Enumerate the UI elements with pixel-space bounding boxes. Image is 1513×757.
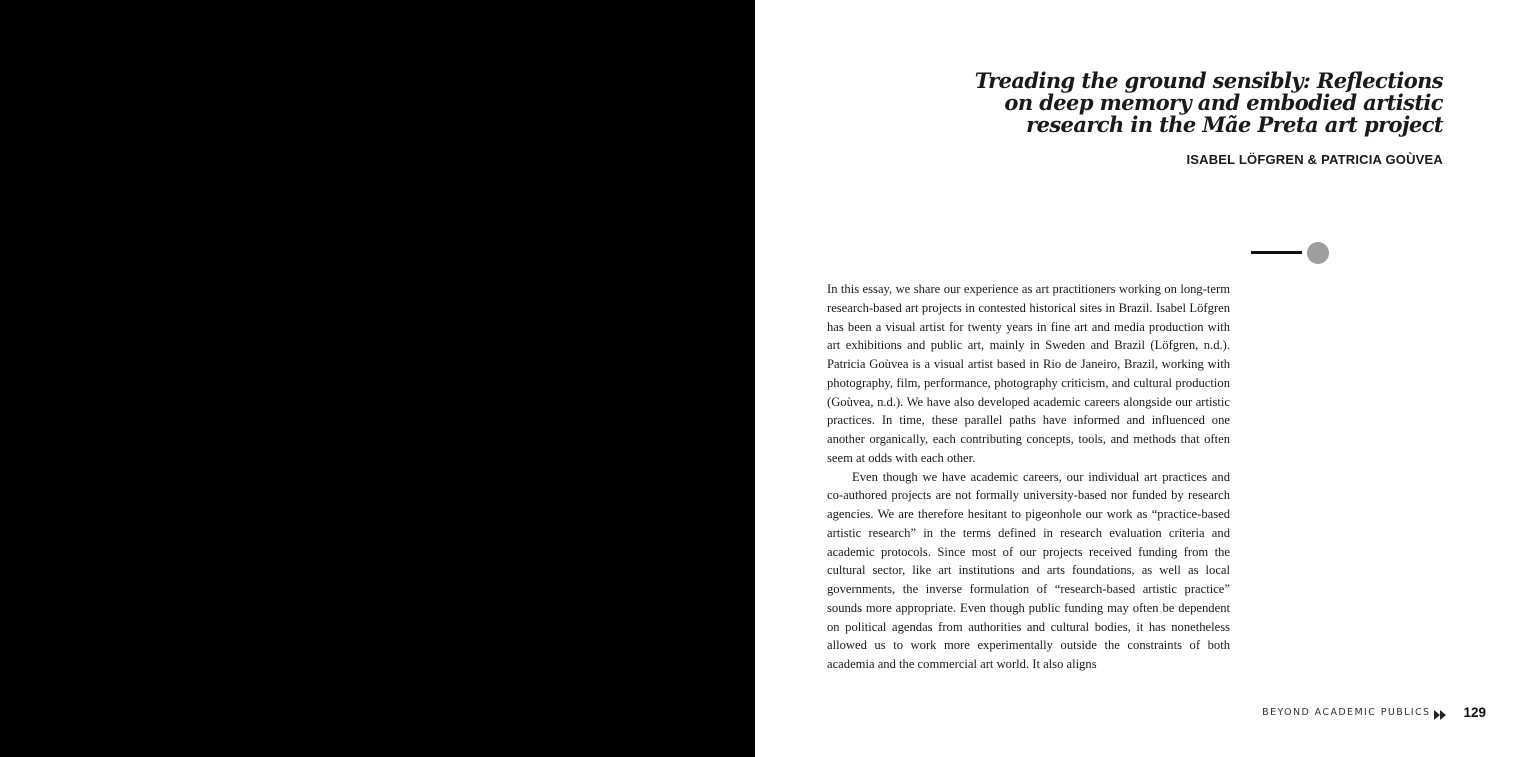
section-marker [1251, 242, 1331, 264]
body-paragraph-1: In this essay, we share our experience as art practitioners working on long-term research-based art projects in contested historical sites in Brazil. Isabel Löfgren has been a visual artist for twenty years in fine art and media production with art exhibitions and public art, mainly in Sweden and Brazil (Löfgren, n.d.). Patricia Goùvea is a visual artist based in Rio de Janeiro, Brazil, working with photography, film, performance, photography criticism, and cultural production (Goùvea, n.d.). We have also developed academic careers alongside our artistic practices. In time, these parallel paths have informed and influenced one another organically, each contributing concepts, tools, and methods that often seem at odds with each other. [827, 282, 1230, 465]
fast-forward-icon [1434, 707, 1447, 717]
page-number: 129 [1463, 704, 1486, 720]
marker-dot-icon [1307, 242, 1329, 264]
body-paragraph-2: Even though we have academic careers, our individual art practices and co-authored projects are not formally university-based nor funded by research agencies. We are therefore hesitant to pigeonhole our work as “practice-based artistic research” in the terms defined in research evaluation criteria and academic protocols. Since most of our projects received funding from the cultural sector, like art institutions and arts foundations, as well as local governments, the inverse formulation of “research-based artistic practice” sounds more appropriate. Even though public funding may often be dependent on political agendas from authorities and cultural bodies, it has nonetheless allowed us to work more experimentally outside the constraints of both academia and the commercial art world. It also aligns [827, 469, 1230, 671]
article-body [827, 280, 1230, 694]
page-footer [1262, 702, 1486, 722]
article-authors: ISABEL LÖFGREN & PATRICIA GOÙVEA [1186, 152, 1443, 167]
right-page [755, 0, 1513, 757]
running-head: BEYOND ACADEMIC PUBLICS [1262, 706, 1431, 718]
article-title: Treading the ground sensibly: Reflections on deep memory and embodied artistic research in the Mãe Preta art project [974, 68, 1443, 137]
marker-line [1251, 251, 1302, 254]
left-page-black [0, 0, 755, 757]
